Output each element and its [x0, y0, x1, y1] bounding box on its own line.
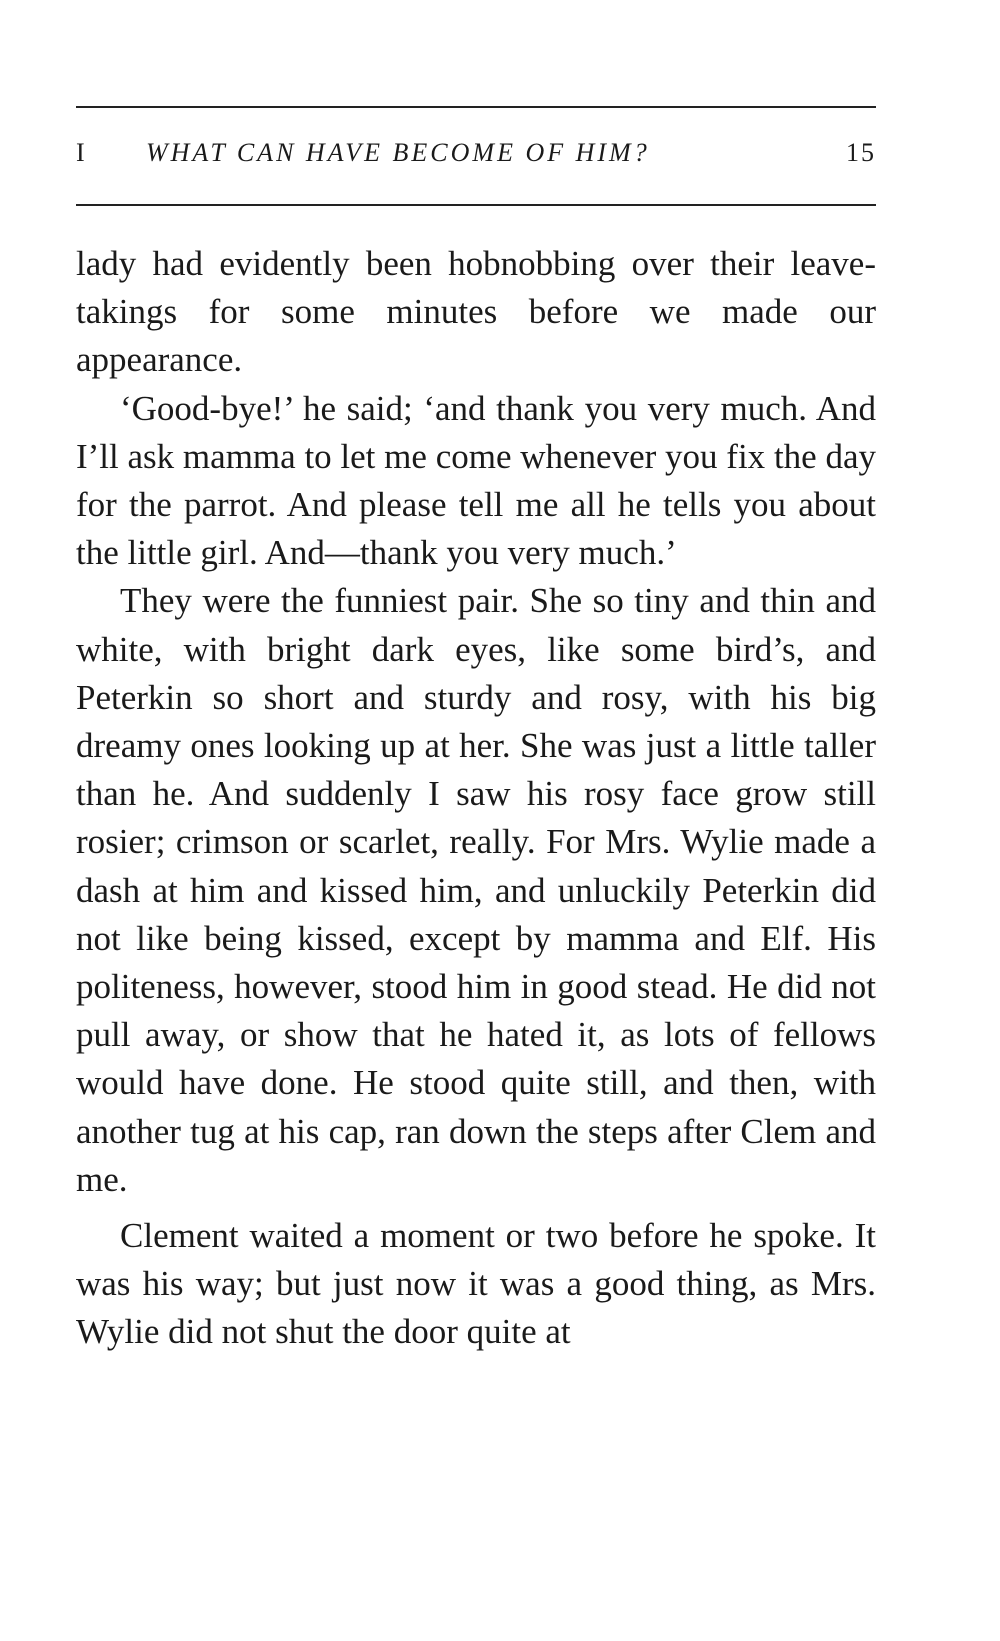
- paragraph-3: They were the funniest pair. She so tiny and thin and white, with bright dark eyes, like some bird’s, and Peterkin so short and sturdy and rosy, with his big dreamy ones looking up at her. She was just a little taller than he. And suddenly I saw his rosy face grow still rosier; crimson or scarlet, really. For Mrs. Wylie made a dash at him and kissed him, and unluckily Peterkin did not like being kissed, except by mamma and Elf. His politeness, however, stood him in good stead. He did not pull away, or show that he hated it, as lots of fellows would have done. He stood quite still, and then, with another tug at his cap, ran down the steps after Clem and me.: [76, 581, 876, 1199]
- body-text: [76, 240, 876, 1357]
- paragraph-1: lady had evidently been hobnobbing over their leave-takings for some minutes before we made our appearance.: [76, 244, 876, 380]
- running-header: [76, 138, 876, 178]
- page-number: 15: [846, 138, 876, 167]
- chapter-number: I: [76, 138, 87, 167]
- paragraph-4: Clement waited a moment or two before he spoke. It was his way; but just now it was a good thing, as Mrs. Wylie did not shut the door quite at: [76, 1216, 876, 1352]
- header-bottom-rule: [76, 204, 876, 206]
- running-title: WHAT CAN HAVE BECOME OF HIM?: [146, 138, 650, 167]
- header-top-rule: [76, 106, 876, 108]
- paragraph-2: ‘Good-bye!’ he said; ‘and thank you very much. And I’ll ask mamma to let me come whenever you fix the day for the parrot. And please tell me all he tells you about the little girl. And—thank you very much.’: [76, 388, 876, 573]
